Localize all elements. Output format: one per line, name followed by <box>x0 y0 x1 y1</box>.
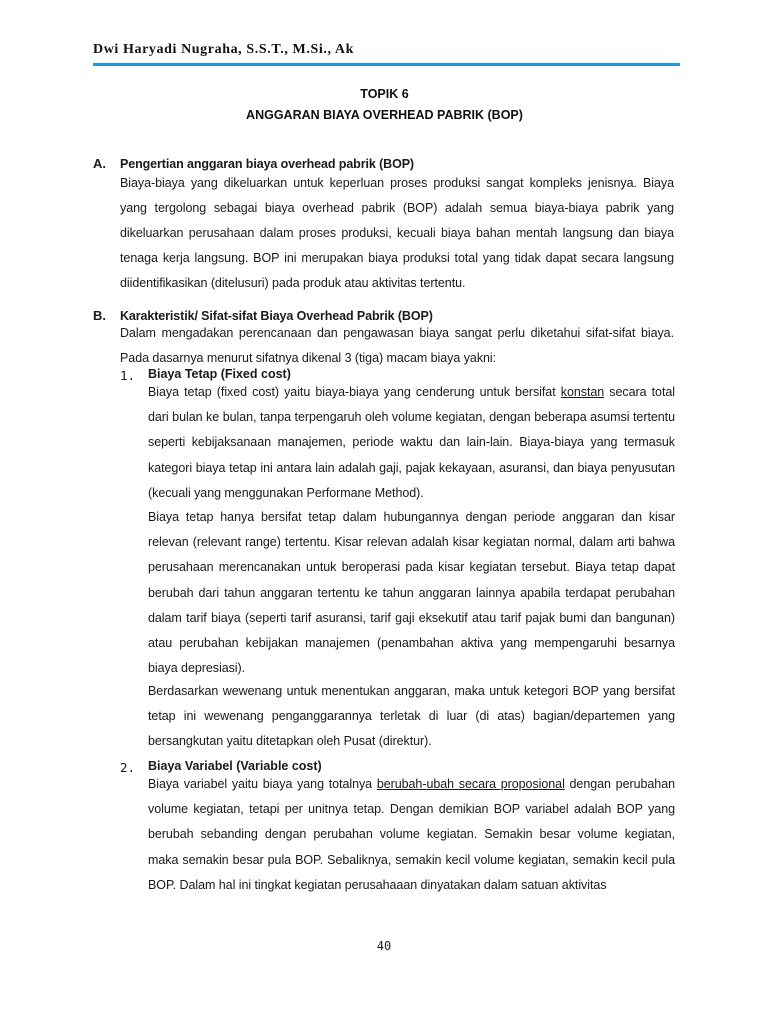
item-1-number: 1. <box>120 368 136 383</box>
item-2-p1-before: Biaya variabel yaitu biaya yang totalnya <box>148 777 377 791</box>
item-2-heading: Biaya Variabel (Variable cost) <box>148 759 322 773</box>
page-title: ANGGARAN BIAYA OVERHEAD PABRIK (BOP) <box>246 108 523 122</box>
header-author: Dwi Haryadi Nugraha, S.S.T., M.Si., Ak <box>93 42 354 57</box>
item-1-heading: Biaya Tetap (Fixed cost) <box>148 367 291 381</box>
item-1-p1-after: secara total dari bulan ke bulan, tanpa terpengaruh oleh volume kegiatan, dengan beberapa asumsi tertentu seperti kebijaksanaan manajemen, periode waktu dan lain-lain. Biaya-biaya yang termasuk kategori biaya tetap ini antara lain adalah gaji, pajak kekayaan, asuransi, dan biaya penyusutan (kecuali yang menggunakan Performane Method). <box>148 385 675 500</box>
section-b-heading: Karakteristik/ Sifat-sifat Biaya Overhead Pabrik (BOP) <box>120 309 433 323</box>
section-a-number: A. <box>93 156 106 171</box>
item-2-number: 2. <box>120 760 136 775</box>
item-2-p1-after: dengan perubahan volume kegiatan, tetapi per unitnya tetap. Dengan demikian BOP variabel adalah BOP yang berubah sebanding dengan perubahan volume kegiatan. Semakin besar volume kegiatan, maka semakin besar pula BOP. Sebaliknya, semakin kecil volume kegiatan, semakin kecil pula BOP. Dalam hal ini tingkat kegiatan perusahaaan dinyatakan dalam satuan aktivitas <box>148 777 675 892</box>
section-a-paragraph: Biaya-biaya yang dikeluarkan untuk keperluan proses produksi sangat kompleks jenisnya. Biaya yang tergolong sebagai biaya overhead pabrik (BOP) adalah semua biaya-biaya pabrik yang dikeluarkan perusahaan dalam proses produksi, kecuali biaya bahan mentah langsung dan biaya tenaga kerja langsung. BOP ini merupakan biaya produksi total yang tidak dapat secara langsung diidentifikasikan (ditelusuri) pada produk atau aktivitas tertentu. <box>120 176 674 290</box>
item-2-paragraph-1 <box>148 772 675 898</box>
item-2-p1-underline: berubah-ubah secara proposional <box>376 777 565 791</box>
item-1-paragraph-2: Biaya tetap hanya bersifat tetap dalam hubungannya dengan periode anggaran dan kisar relevan (relevant range) tertentu. Kisar relevan adalah kisar kegiatan normal, dalam arti bahwa perusahaan merencanakan untuk beroperasi pada kisar kegiatan tersebut. Biaya tetap dapat berubah dari tahun anggaran tertentu ke tahun anggaran lainnya apabila terdapat perubahan dalam tarif biaya (seperti tarif asuransi, tarif gaji eksekutif atau tarif pajak bumi dan bangunan) atau perubahan kebijakan manajemen (penambahan aktiva yang mempengaruhi besarnya biaya depresiasi). <box>148 510 675 676</box>
item-1-paragraph-1 <box>148 380 675 506</box>
section-b-number: B. <box>93 308 106 323</box>
item-1-paragraph-3: Berdasarkan wewenang untuk menentukan anggaran, maka untuk ketegori BOP yang bersifat tetap ini wewenang penganggarannya terletak di luar (di atas) bagian/departemen yang bersangkutan yaitu ditetapkan oleh Pusat (direktur). <box>148 684 675 749</box>
item-1-p1-before: Biaya tetap (fixed cost) yaitu biaya-biaya yang cenderung untuk bersifat <box>148 385 561 399</box>
item-1-p1-underline: konstan <box>560 385 605 399</box>
section-b-paragraph: Dalam mengadakan perencanaan dan pengawasan biaya sangat perlu diketahui sifat-sifat biaya. Pada dasarnya menurut sifatnya dikenal 3 (tiga) macam biaya yakni: <box>120 326 674 365</box>
topic-label: TOPIK 6 <box>360 87 409 101</box>
page-number: 40 <box>376 939 392 953</box>
section-a-heading: Pengertian anggaran biaya overhead pabrik (BOP) <box>120 157 414 171</box>
header-rule <box>93 63 680 66</box>
